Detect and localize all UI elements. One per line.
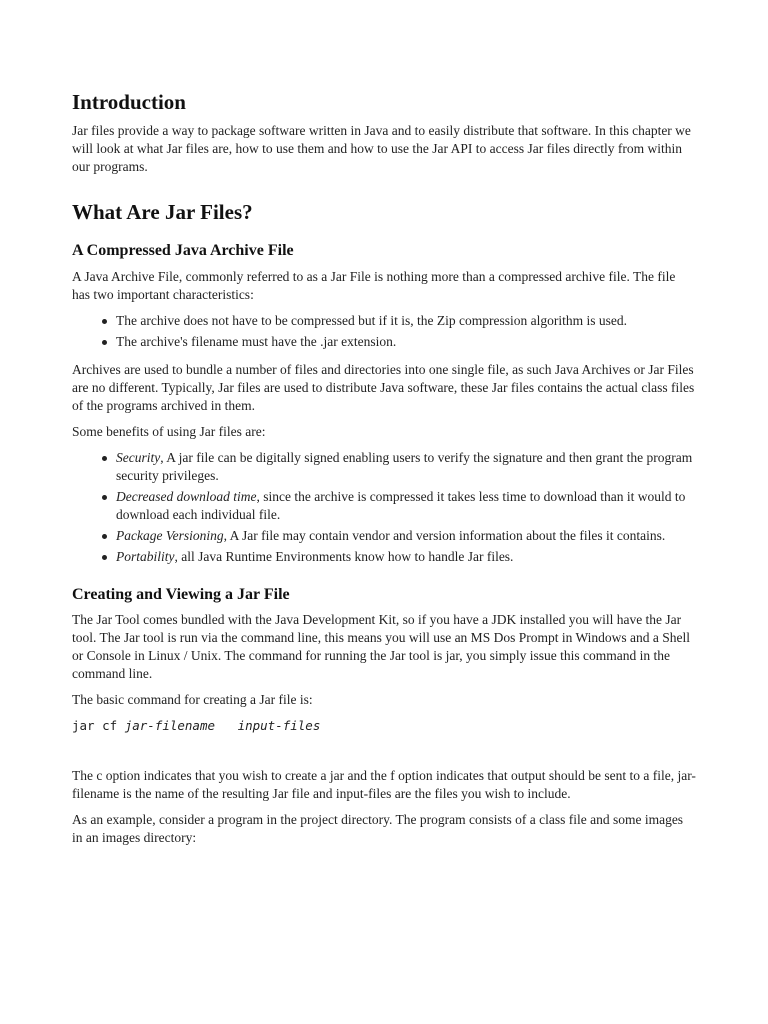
- introduction-paragraph: Jar files provide a way to package software written in Java and to easily distribute that software. In this chapter we will look at what Jar files are, how to use them and how to use the Jar API to access Jar files directly from within our programs.: [72, 123, 691, 174]
- command-gap: [215, 718, 238, 733]
- heading-introduction: Introduction: [72, 90, 186, 114]
- list-item-text: The archive does not have to be compressed but if it is, the Zip compression algorithm is used.: [116, 313, 628, 328]
- command-prefix: jar cf: [72, 718, 125, 733]
- benefit-term: Portability: [116, 549, 175, 564]
- list-item: [116, 333, 696, 351]
- benefit-text: , all Java Runtime Environments know how to handle Jar files.: [174, 549, 514, 564]
- bullet-icon: [102, 340, 107, 345]
- compressed-archive-paragraph: A Java Archive File, commonly referred to as a Jar File is nothing more than a compressed archive file. The file has two important characteristics:: [72, 269, 676, 302]
- bullet-icon: [102, 534, 107, 539]
- benefit-text: , since the archive is compressed it takes less time to download than it would to download each individual file.: [116, 489, 686, 522]
- list-item: [116, 488, 696, 524]
- list-item: [116, 548, 696, 566]
- heading-what-are-jar-files: What Are Jar Files?: [72, 200, 253, 224]
- list-item: [116, 527, 696, 545]
- benefit-term: Security: [116, 450, 161, 465]
- characteristics-list: [72, 312, 696, 351]
- benefits-list: [72, 449, 696, 566]
- list-item: [116, 312, 696, 330]
- options-paragraph: The c option indicates that you wish to create a jar and the f option indicates that output should be sent to a file, jar-filename is the name of the resulting Jar file and input-files are the files you wish to include.: [72, 768, 696, 801]
- benefits-intro: Some benefits of using Jar files are:: [72, 424, 266, 439]
- basic-command-intro: The basic command for creating a Jar file is:: [72, 692, 313, 707]
- heading-compressed-archive: A Compressed Java Archive File: [72, 242, 294, 259]
- benefit-term: Package Versioning: [116, 528, 224, 543]
- command-code-block: [72, 717, 696, 735]
- heading-creating-viewing: Creating and Viewing a Jar File: [72, 586, 290, 603]
- archives-paragraph: Archives are used to bundle a number of files and directories into one single file, as such Java Archives or Jar Files are no different. Typically, Jar files are used to distribute Java software, these Jar files contains the actual class files of the programs archived in them.: [72, 362, 695, 413]
- benefit-text: , A Jar file may contain vendor and version information about the files it contains.: [223, 528, 666, 543]
- bullet-icon: [102, 319, 107, 324]
- bullet-icon: [102, 555, 107, 560]
- command-filename: jar-filename: [124, 718, 215, 733]
- list-item: [116, 449, 696, 485]
- example-paragraph: As an example, consider a program in the project directory. The program consists of a class file and some images in an images directory:: [72, 812, 684, 845]
- benefit-text: , A jar file can be digitally signed enabling users to verify the signature and then grant the program security privileges.: [116, 450, 693, 483]
- benefit-term: Decreased download time: [116, 489, 257, 504]
- bullet-icon: [102, 456, 107, 461]
- bullet-icon: [102, 495, 107, 500]
- creating-paragraph: The Jar Tool comes bundled with the Java Development Kit, so if you have a JDK installed you will have the Jar tool. The Jar tool is run via the command line, this means you will use an MS Dos Prompt in Windows and a Shell or Console in Linux / Unix. The command for running the Jar tool is jar, you simply issue this command in the command line.: [72, 612, 691, 681]
- list-item-text: The archive's filename must have the .jar extension.: [116, 334, 397, 349]
- command-files: input-files: [237, 718, 321, 733]
